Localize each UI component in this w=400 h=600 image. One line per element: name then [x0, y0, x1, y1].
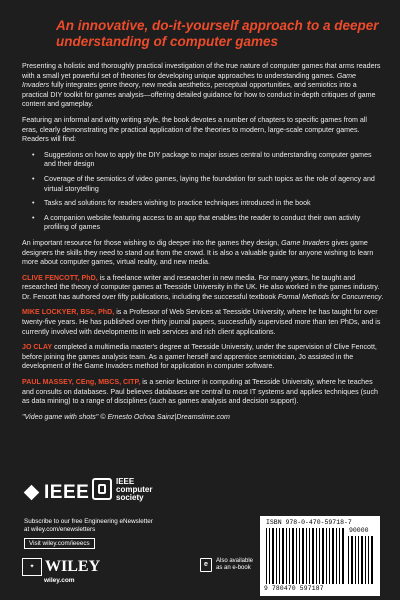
image-credit: "Video game with shots" © Ernesto Ochoa Sainz|Dreamstime.com [22, 412, 230, 421]
barcode-bar [316, 528, 317, 584]
barcode-bar [282, 528, 284, 584]
barcode-bar [326, 528, 327, 584]
wiley-emblem-icon: ✦ [22, 558, 42, 576]
intro-text-cont: fully integrates genre theory, new media aesthetics, perceptual opportunities, and semiotics into a practical DIY toolkit for games analysis—offering detailed guidance for how to conduct in-depth critiques of game content and gameplay. [22, 81, 376, 109]
cover-copy [22, 62, 384, 428]
author-name: JO CLAY [22, 343, 53, 352]
author-bio-text: is a Professor of Web Services at Teesside University, where he has taught for over twenty-five years. He has published over thirty journal papers, successfully supervised more than ten PhDs, and is currently involved with developments in web services and rich client applications. [22, 308, 381, 336]
barcode-bar [332, 528, 334, 584]
barcode-bar [351, 536, 353, 584]
ebook-icon: e [200, 558, 212, 572]
feature-list [22, 151, 384, 233]
barcode-bar [296, 528, 297, 584]
ebook-line: as an e-book [216, 565, 251, 571]
computer-society-icon [92, 478, 112, 500]
author-bio [22, 308, 384, 337]
intro-paragraph [22, 62, 384, 110]
wiley-url[interactable]: wiley.com [44, 577, 75, 584]
closing-text-cont: gives game designers the skills they need to stand out from the crowd. It is also a valuable guide for anyone wishing to learn more about computer games, virtual reality, and new media. [22, 238, 374, 267]
publisher-footer [0, 468, 400, 600]
book-title-ref: Game Invaders [22, 71, 357, 90]
barcode-bar [299, 528, 300, 584]
newsletter-line: Subscribe to our free Engineering eNewsletter [24, 518, 153, 525]
barcode-bar [342, 528, 344, 584]
barcode-bar [312, 528, 314, 584]
ebook-line: Also available [216, 558, 254, 564]
closing-paragraph [22, 239, 384, 268]
wiley-wordmark: WILEY [45, 558, 101, 575]
barcode-bar [292, 528, 294, 584]
addon-barcode-bars [348, 536, 374, 584]
barcode-bar [276, 528, 277, 584]
closing-text: An important resource for those wishing to dig deeper into the games they design, [22, 238, 282, 247]
list-item: • Suggestions on how to apply the DIY package to major issues central to understanding computer games and their design [22, 151, 384, 170]
barcode-digits: 9 780470 597187 [264, 585, 324, 592]
author-book: Formal Methods for Concurrency [277, 292, 382, 301]
computer-society-wordmark [116, 478, 152, 502]
barcode-bar [279, 528, 280, 584]
barcode-bar [266, 528, 267, 584]
tagline: An innovative, do-it-yourself approach to a deeper understanding of computer games [56, 18, 379, 49]
barcode-bar [269, 528, 270, 584]
author-name: CLIVE FENCOTT, PhD, [22, 273, 98, 282]
barcode-bar [319, 528, 320, 584]
book-title-ref: Game Invaders [281, 238, 330, 247]
price-code: 90000 [349, 527, 369, 534]
list-item: • A companion website featuring access to an app that enables the reader to conduct their own activity profiling of games [22, 214, 384, 233]
cs-line: society [116, 493, 144, 502]
barcode-bar [358, 536, 359, 584]
barcode-bar [309, 528, 310, 584]
barcode-bar [306, 528, 307, 584]
author-name: PAUL MASSEY, CEng, MBCS, CITP, [22, 378, 141, 387]
newsletter-note [24, 518, 153, 534]
cs-line: IEEE [116, 477, 135, 486]
isbn-barcode [260, 516, 380, 596]
barcode-bar [355, 536, 356, 584]
author-bio [22, 274, 384, 303]
author-bio [22, 343, 384, 372]
ebook-note [200, 558, 253, 572]
barcode-bar [329, 528, 330, 584]
barcode-bar [348, 536, 349, 584]
barcode-bar [322, 528, 324, 584]
barcode-bar [368, 536, 369, 584]
visit-link[interactable]: Visit wiley.com/ieeecs [24, 538, 95, 549]
barcode-bar [272, 528, 274, 584]
author-name: MIKE LOCKYER, BSc, PhD, [22, 308, 115, 317]
list-item: • Coverage of the semiotics of video games, laying the foundation for such topics as the role of agency and virtual storytelling [22, 175, 384, 194]
author-bio-text: is a freelance writer and researcher in new media. For many years, he taught and researched the theory of computer games at Teesside University in the UK. He also worked in the games industry. Dr. Fencott has authored over fifty publications, including the successful textbook [22, 273, 380, 301]
ieee-diamond-icon [24, 485, 40, 501]
list-item: • Tasks and solutions for readers wishing to practice techniques introduced in the book [22, 199, 384, 209]
author-bio-end: . [381, 292, 384, 301]
barcode-bar [336, 528, 337, 584]
cs-line: computer [116, 485, 153, 494]
barcode-bar [371, 536, 373, 584]
barcode-bar [339, 528, 340, 584]
isbn-text: ISBN 978-0-470-59718-7 [266, 519, 352, 526]
author-bio [22, 378, 384, 407]
author-bio-text: is a senior lecturer in computing at Teesside University, where he teaches and consults on databases. Paul believes databases are central to most IT systems and applies techniques (such as data mining) to a range of disciplines (such as games analysis and decision support). [22, 378, 378, 406]
barcode-bar [365, 536, 366, 584]
feature-paragraph: Featuring an informal and witty writing style, the book devotes a number of chapters to specific games from all eras, clearly demonstrating the practical application of the theories to modern, large-scale computer games. Readers will find: [22, 115, 367, 144]
barcode-bar [302, 528, 304, 584]
ieee-wordmark: IEEE [44, 482, 90, 503]
intro-text: Presenting a holistic and thoroughly practical investigation of the true nature of computer games that arms readers with a small yet powerful set of theories for developing unique approaches to understanding games. [22, 62, 381, 80]
wiley-logo [22, 558, 100, 576]
newsletter-link[interactable]: at wiley.com/enewsletters [24, 526, 96, 533]
computer-society-logo [92, 478, 152, 502]
barcode-bar [361, 536, 363, 584]
ieee-logo [24, 482, 89, 504]
author-bio-text: completed a multimedia master's degree at Teesside University, under the supervision of Clive Fencott, before joining the games analysis team. As a gamer herself and apprentice semiotician, Jo assisted in the development of the Game Invaders method for application in computer software. [22, 343, 377, 371]
barcode-bar [286, 528, 287, 584]
barcode-bar [289, 528, 290, 584]
barcode-bars [266, 528, 344, 584]
